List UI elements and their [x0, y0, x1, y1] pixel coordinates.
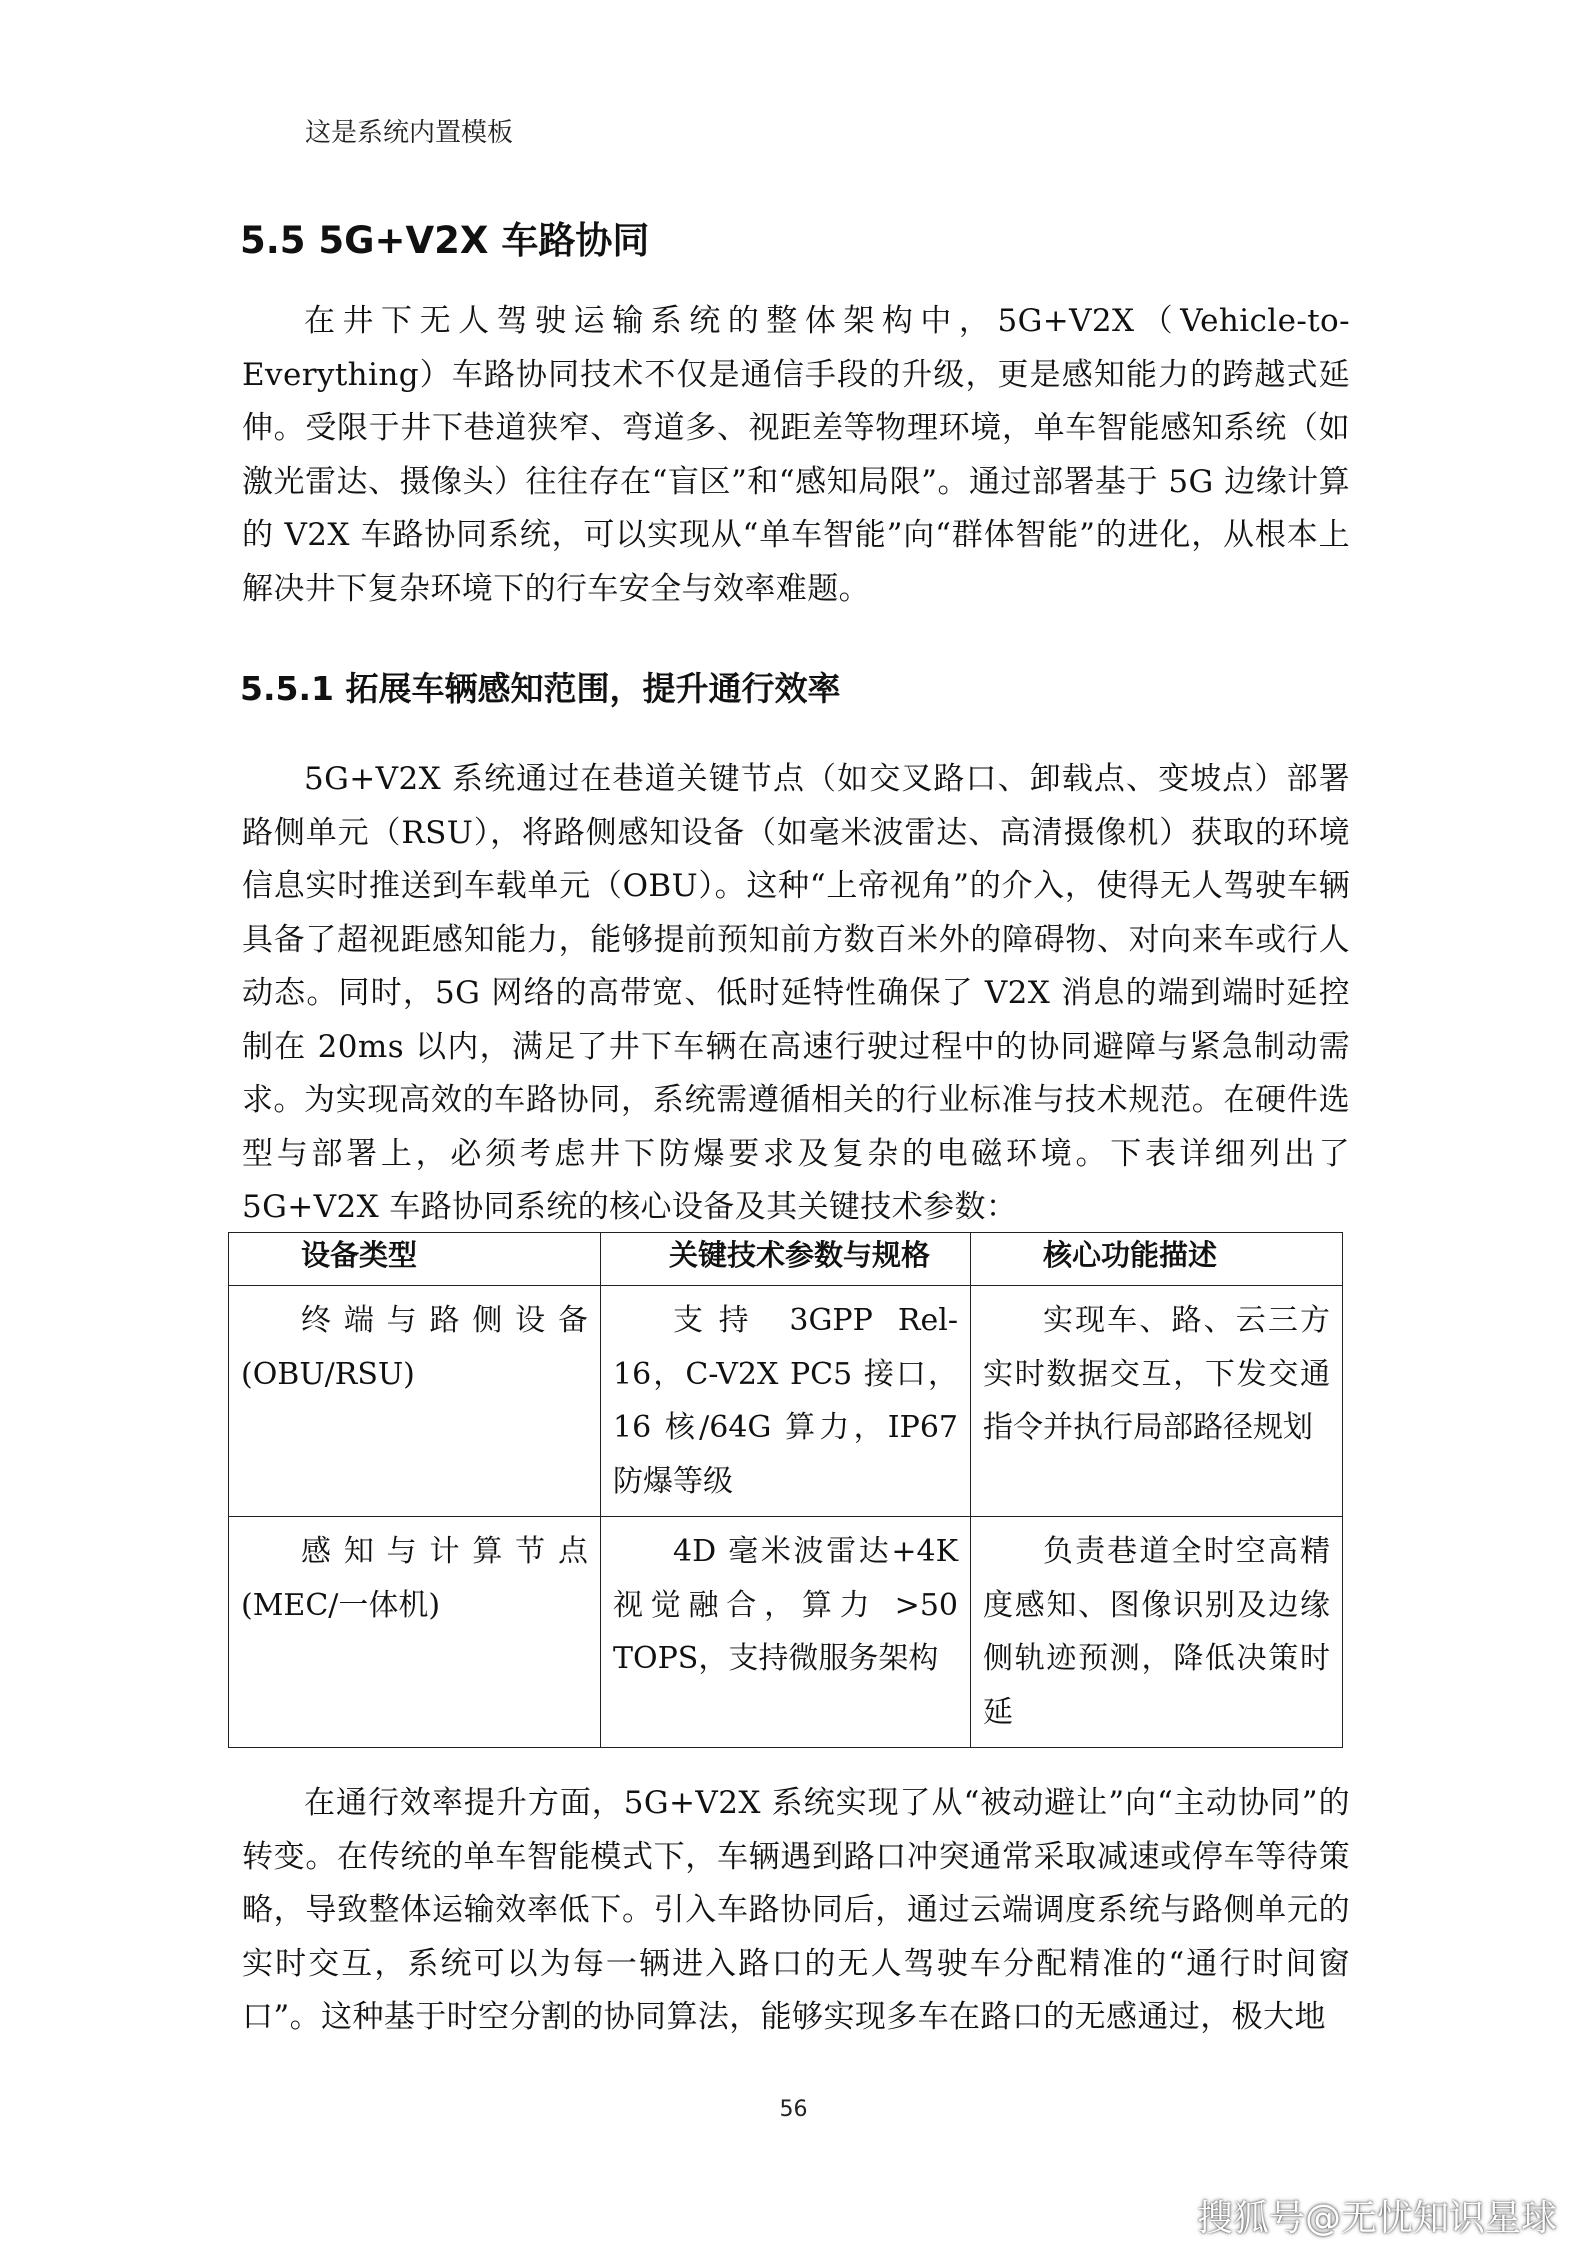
watermark: 搜狐号@无忧知识星球: [1196, 2198, 1557, 2239]
table-row: [229, 1286, 1343, 1517]
cell-params: [601, 1517, 971, 1748]
header-tech-params: 关键技术参数与规格: [601, 1233, 971, 1286]
table-header-row: [229, 1233, 1343, 1286]
function-text: 实现车、路、云三方实时数据交互，下发交通指令并执行局部路径规划: [983, 1303, 1330, 1445]
device-text: 感知与计算节点(MEC/一体机): [241, 1534, 588, 1623]
standards-paragraph: 为实现高效的车路协同，系统需遵循相关的行业标准与技术规范。在硬件选型与部署上，必须考虑井下防爆要求及复杂的电磁环境。下表详细列出了 5G+V2X 车路协同系统的核心设备及其关键技术参数：: [242, 1082, 1350, 1225]
cell-function: [971, 1286, 1343, 1517]
function-text: 负责巷道全时空高精度感知、图像识别及边缘侧轨迹预测，降低决策时延: [983, 1534, 1330, 1730]
section-intro-paragraph: 在井下无人驾驶运输系统的整体架构中，5G+V2X（Vehicle-to-Everything）车路协同技术不仅是通信手段的升级，更是感知能力的跨越式延伸。受限于井下巷道狭窄、弯道多、视距差等物理环境，单车智能感知系统（如激光雷达、摄像头）往往存在“盲区”和“感知局限”。通过部署基于 5G 边缘计算的 V2X 车路协同系统，可以实现从“单车智能”向“群体智能”的进化，从根本上解决井下复杂环境下的行车安全与效率难题。: [242, 303, 1350, 607]
header-core-function: 核心功能描述: [971, 1233, 1343, 1286]
cell-device: [229, 1286, 601, 1517]
table-row: [229, 1517, 1343, 1748]
efficiency-paragraph: 在通行效率提升方面，5G+V2X 系统实现了从“被动避让”向“主动协同”的转变。在传统的单车智能模式下，车辆遇到路口冲突通常采取减速或停车等待策略，导致整体运输效率低下。引入车路协同后，通过云端调度系统与路侧单元的实时交互，系统可以为每一辆进入路口的无人驾驶车分配精准的“通行时间窗口”。这种基于时空分割的协同算法，能够实现多车在路口的无感通过，极大地: [242, 1785, 1350, 2035]
header-device-type: 设备类型: [229, 1233, 601, 1286]
rsu-obu-paragraph: 5G+V2X 系统通过在巷道关键节点（如交叉路口、卸载点、变坡点）部署路侧单元（RSU），将路侧感知设备（如毫米波雷达、高清摄像机）获取的环境信息实时推送到车载单元（OBU）。这种“上帝视角”的介入，使得无人驾驶车辆具备了超视距感知能力，能够提前预知前方数百米外的障碍物、对向来车或行人动态。同时，5G 网络的高带宽、低时延特性确保了 V2X 消息的端到端时延控制在 20ms 以内，满足了井下车辆在高速行驶过程中的协同避障与紧急制动需求。: [242, 761, 1350, 1118]
section-heading: 5.5 5G+V2X 车路协同: [240, 219, 650, 262]
cell-function: [971, 1517, 1343, 1748]
device-text: 终端与路侧设备(OBU/RSU): [241, 1303, 588, 1392]
page-number: 56: [779, 2097, 808, 2122]
template-note: 这是系统内置模板: [305, 118, 514, 148]
params-text: 支持 3GPP Rel-16，C-V2X PC5 接口，16 核/64G 算力，IP67 防爆等级: [613, 1303, 958, 1499]
params-text: 4D 毫米波雷达+4K 视觉融合，算力 >50 TOPS，支持微服务架构: [613, 1534, 958, 1676]
cell-device: [229, 1517, 601, 1748]
equipment-spec-table: [228, 1232, 1343, 1748]
cell-params: [601, 1286, 971, 1517]
subsection-heading: 5.5.1 拓展车辆感知范围，提升通行效率: [240, 669, 841, 708]
